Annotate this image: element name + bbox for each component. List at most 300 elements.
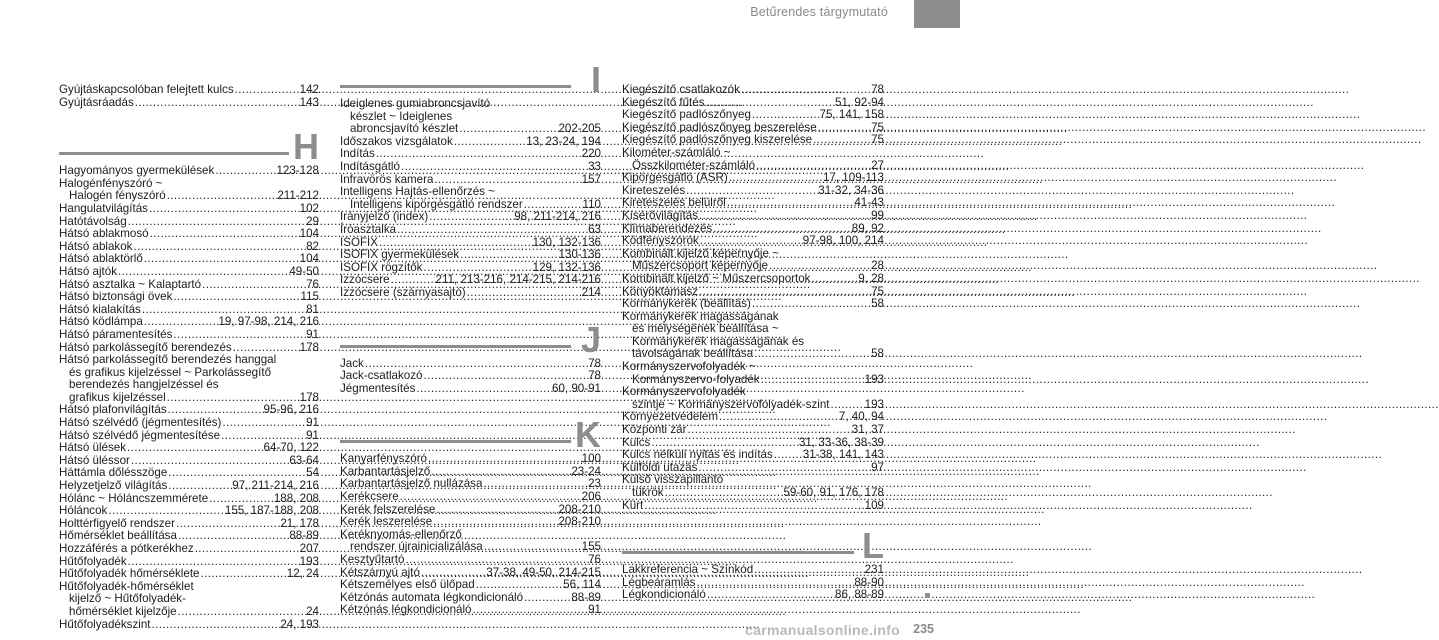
index-entry-label: szintje ~ Kormányszervofolyadék-szint — [632, 397, 830, 411]
section-letter: I — [590, 59, 601, 100]
index-entry-label: ISOFIX — [340, 235, 379, 249]
dot-leader — [707, 589, 834, 602]
section-rule — [340, 345, 571, 348]
dot-leader — [459, 123, 557, 136]
index-entry-continuation: Halogénfényszóró ~ — [59, 176, 163, 190]
index-entry — [622, 589, 884, 602]
index-entry — [59, 329, 319, 342]
index-entry — [622, 500, 884, 513]
index-entry-pages: 89, 92 — [851, 221, 884, 235]
index-entry-label: rendszer újrainicializálása — [350, 540, 483, 554]
dot-leader — [754, 348, 870, 361]
index-entry-pages: 75 — [871, 120, 884, 134]
index-entry — [340, 370, 601, 383]
dot-leader — [222, 417, 305, 430]
index-entry-pages: 12, 24 — [286, 567, 319, 581]
index-entry-pages: 208-210 — [558, 502, 601, 516]
index-entry-pages: 115 — [300, 290, 319, 304]
index-entry-label: Hátsó ablakok — [59, 239, 133, 253]
dot-leader — [476, 579, 562, 592]
index-entry-pages: 23-24 — [571, 464, 601, 478]
dot-leader — [467, 287, 581, 300]
index-entry-pages: 21, 178 — [280, 516, 319, 530]
footer-square-marker — [925, 593, 930, 598]
index-entry-pages: 81 — [306, 302, 319, 316]
dot-leader — [405, 554, 587, 567]
index-entry — [622, 424, 884, 437]
index-entry — [340, 249, 601, 262]
index-entry-label: Gyújtásráadás — [59, 95, 134, 109]
index-entry-label: Izzócsere — [340, 273, 390, 287]
section-letter: K — [575, 414, 601, 456]
index-entry-label: Hátsó páramentesítés — [59, 327, 173, 341]
index-entry-label: Környezetvédelem — [622, 410, 719, 424]
index-entry-pages: 13, 23-24, 194 — [526, 134, 601, 148]
index-entry-pages: 100 — [581, 452, 601, 466]
section-rule — [622, 551, 854, 554]
index-entry-pages: 58 — [871, 297, 884, 311]
page-header — [0, 0, 960, 58]
index-entry-pages: 98, 211-214, 216 — [514, 210, 601, 224]
index-entry — [340, 161, 601, 174]
header-title: Betűrendes tárgymutató — [750, 5, 888, 19]
index-entry-continuation: Keréknyomás-ellenőrző — [340, 527, 462, 541]
index-entry-label: hőmérséklet kijelzője — [69, 604, 177, 618]
index-entry-pages: 63 — [588, 222, 601, 236]
index-entry — [59, 505, 319, 518]
index-entry-pages: 23 — [588, 477, 601, 491]
index-entry-pages: 54 — [306, 466, 319, 480]
index-entry-pages: 143 — [299, 95, 319, 109]
index-entry-continuation: Hűtőfolyadék-hőmérséklet — [59, 579, 194, 593]
index-entry-pages: 78 — [588, 356, 601, 370]
index-entry-pages: 82 — [306, 239, 319, 253]
index-entry — [622, 84, 884, 97]
index-entry-continuation: Kormányszervofolyadék ~ — [622, 360, 756, 374]
dot-leader — [135, 97, 299, 110]
index-entry-label: Kerék leszerelése — [340, 515, 433, 529]
section-letter: J — [580, 318, 601, 360]
index-entry-pages: 9, 28 — [858, 271, 884, 285]
index-entry-pages: 155, 187-188, 208 — [224, 504, 319, 518]
index-entry-pages: 97 — [871, 460, 884, 474]
index-entry-pages: 202-205 — [558, 122, 601, 136]
section-rule — [59, 152, 289, 155]
index-entry-pages: 24 — [306, 604, 319, 618]
index-entry-label: Hűtőfolyadék — [59, 554, 127, 568]
index-entry-pages: 99 — [871, 208, 884, 222]
index-entry — [59, 568, 319, 581]
index-entry-pages: 91 — [306, 428, 319, 442]
index-entry-label: Kiegészítő padlószőnyeg kiszerelése — [622, 133, 813, 147]
index-entry-pages: 41-43 — [854, 196, 884, 210]
section-letter-heading — [340, 318, 601, 360]
index-entry-label: Hátsó ablakmosó — [59, 227, 149, 241]
index-entry-label: Hűtőfolyadékszint — [59, 617, 151, 631]
index-entry-pages: 102 — [299, 201, 319, 215]
index-entry — [59, 543, 319, 556]
index-entry-label: Jégmentesítés — [340, 381, 416, 395]
index-entry-pages: 193 — [864, 372, 884, 386]
dot-leader — [752, 298, 870, 311]
index-entry-pages: 75, 141, 158 — [819, 108, 884, 122]
index-entry-pages: 142 — [299, 83, 319, 96]
index-entry-label: Hátsó kialakítás — [59, 302, 141, 316]
index-entry — [59, 266, 319, 279]
dot-leader — [400, 491, 581, 504]
dot-leader — [127, 442, 263, 455]
index-entry — [59, 97, 319, 110]
index-entry-continuation: Kormányszervofolyadék — [622, 385, 746, 399]
index-entry-pages: 78 — [588, 369, 601, 383]
index-entry-pages: 211, 213-216, 214-215, 214-216 — [435, 273, 601, 287]
dot-leader — [754, 564, 864, 577]
index-entry-label: Hátsó üléssor — [59, 453, 130, 467]
index-entry-label: tükrök — [632, 486, 664, 499]
index-entry-label: Íróasztalka — [340, 222, 397, 236]
index-entry-label: Karbantartásjelző nullázása — [340, 477, 483, 491]
index-entry-label: Kétzónás légkondicionáló — [340, 603, 472, 617]
dot-leader — [235, 84, 299, 97]
index-entry-label: Hűtőfolyadék hőmérséklete — [59, 567, 200, 581]
index-entry-label: Hatótávolság — [59, 214, 127, 228]
index-entry-pages: 104 — [299, 252, 319, 266]
index-entry-pages: 51, 92-94 — [835, 95, 884, 109]
index-entry-pages: 211-212 — [277, 189, 319, 203]
index-entry — [59, 228, 319, 241]
index-entry-label: Központi zár — [622, 423, 687, 437]
index-entry-pages: 123-128 — [276, 164, 319, 178]
index-entry-label: Hőmérséklet beállítása — [59, 529, 177, 543]
index-entry-pages: 206 — [581, 490, 601, 504]
index-entry-label: Háttámla dőlésszöge — [59, 466, 168, 480]
dot-leader — [473, 604, 588, 617]
dot-leader — [397, 224, 587, 237]
index-entry-label: Légbeáramlás — [622, 575, 696, 589]
dot-leader — [460, 249, 557, 262]
index-entry-pages: 76 — [306, 277, 319, 291]
index-entry-label: távolságának beállítása — [632, 347, 754, 361]
dot-leader — [644, 500, 863, 513]
index-entry-continuation: és mélységének beállítása ~ — [632, 322, 779, 336]
dot-leader — [741, 84, 870, 97]
dot-leader — [215, 165, 275, 178]
index-entry-label: Indításgátló — [340, 159, 400, 173]
index-entry — [622, 109, 884, 122]
dot-leader — [699, 210, 870, 223]
index-entry — [340, 579, 601, 592]
index-entry-pages: 188, 208 — [273, 491, 319, 505]
index-entry — [59, 442, 319, 455]
dot-leader — [118, 266, 288, 279]
dot-leader — [178, 606, 305, 619]
index-entry-label: Kísérővilágítás — [622, 208, 699, 222]
dot-leader — [433, 516, 557, 529]
dot-leader — [700, 235, 802, 248]
index-entry-label: Kormánykerék (beállítás) — [622, 297, 751, 311]
index-entry-label: Helyzetjelző világítás — [59, 479, 168, 493]
index-entry — [622, 235, 884, 248]
dot-leader — [774, 449, 802, 462]
dot-leader — [168, 480, 231, 493]
index-entry — [622, 564, 884, 577]
index-entry-pages: 64-70, 122 — [263, 441, 319, 455]
index-entry-label: Hozzáférés a pótkerékhez — [59, 542, 194, 555]
dot-leader — [813, 134, 870, 147]
index-entry-label: Indítás — [340, 147, 375, 161]
index-entry-label: Időszakos vizsgálatok — [340, 134, 453, 148]
index-entry-pages: 63-64 — [289, 453, 319, 467]
index-entry-label: Műszercsoport képernyője — [632, 259, 768, 273]
index-entry-label: Kormányszervo-folyadék — [632, 372, 760, 386]
dot-leader — [752, 109, 819, 122]
index-entry-label: Hátsó plafonvilágítás — [59, 403, 167, 417]
section-gap — [59, 109, 319, 125]
index-entry-label: Kürt — [622, 498, 644, 512]
index-entry-pages: 60, 90-91 — [552, 381, 601, 395]
dot-leader — [201, 568, 286, 581]
index-entry — [59, 84, 319, 97]
index-entry-continuation: Kormánykerék magasságának — [622, 309, 779, 323]
index-entry — [340, 453, 601, 466]
index-entry-continuation: kijelző ~ Hűtőfolyadék- — [69, 592, 186, 606]
index-entry-label: Kétszemélyes első ülőpad — [340, 578, 475, 592]
index-entry-label: Intelligens kipörgésgátló rendszer — [350, 197, 523, 211]
index-entry-label: Kétszárnyú ajtó — [340, 565, 420, 579]
index-entry-continuation: és grafikus kijelzéssel ~ Parkolássegítő — [69, 365, 272, 379]
section-letter-heading — [622, 524, 884, 567]
dot-leader — [152, 619, 280, 632]
index-entry-continuation: Intelligens Hajtás-ellenőrzés ~ — [340, 185, 495, 199]
index-entry-pages: 88-89 — [289, 529, 319, 543]
index-entry-label: Kulcs — [622, 435, 651, 449]
index-entry — [340, 383, 601, 396]
index-entry — [622, 298, 884, 311]
dot-leader — [108, 505, 224, 518]
index-entry-pages: 207 — [299, 542, 319, 555]
index-entry-pages: 95-96, 216 — [263, 403, 319, 417]
index-entry-label: Lakkreferencia ~ Színkód — [622, 563, 754, 577]
index-entry-pages: 27 — [871, 158, 884, 172]
index-entry-pages: 208-210 — [558, 515, 601, 529]
index-entry-label: Klímaberendezés — [622, 221, 713, 235]
index-entry-pages: 31-32, 34-36 — [818, 183, 884, 197]
index-entry-pages: 91 — [306, 416, 319, 430]
index-entry-pages: 193 — [864, 397, 884, 411]
index-entry-label: Jack — [340, 356, 364, 370]
dot-leader — [428, 453, 581, 466]
index-entry-pages: 220 — [581, 147, 601, 161]
index-entry-label: Kombinált kijelző ~ Műszercsoportok — [622, 271, 811, 285]
index-entry-label: Kipörgésgátló (ASR) — [622, 171, 728, 185]
index-entry — [622, 273, 884, 286]
index-entry-label: Kanyarfényszóró — [340, 452, 427, 466]
index-entry-label: Jack-csatlakozó — [340, 369, 423, 383]
index-entry-label: Hátsó parkolássegítő berendezés — [59, 340, 232, 354]
index-entry-pages: 58 — [871, 347, 884, 361]
section-letter-heading — [340, 413, 601, 456]
index-entry-label: Kiegészítő fűtés — [622, 95, 705, 109]
index-entry-pages: 91 — [588, 603, 601, 617]
index-entry — [59, 480, 319, 493]
index-entry-pages: 31, 33-36, 38-39 — [798, 435, 884, 449]
index-entry-label: Kerékcsere — [340, 490, 399, 504]
page-number: 235 — [913, 622, 934, 636]
index-entry-pages: 178 — [299, 340, 319, 354]
index-entry-pages: 33 — [588, 159, 601, 173]
index-entry-label: Összkilométer-számláló — [632, 158, 756, 172]
index-entry — [59, 619, 319, 632]
dot-leader — [195, 543, 299, 556]
index-entry-label: Kerék felszerelése — [340, 502, 436, 516]
dot-leader — [149, 203, 299, 216]
index-entry-label: Hagyományos gyermekülések — [59, 164, 215, 178]
index-entry-label: Hátsó ködlámpa — [59, 315, 143, 329]
index-entry-pages: 130-136 — [558, 248, 601, 262]
section-letter-heading — [340, 58, 601, 100]
index-entry-pages: 19, 97-98, 214, 216 — [218, 315, 319, 329]
index-entry-label: Infravörös kamera — [340, 172, 434, 186]
dot-leader — [173, 291, 299, 304]
index-entry-label: Kireteszelés — [622, 183, 686, 197]
index-entry-pages: 29 — [306, 214, 319, 228]
index-entry-pages: 193 — [299, 554, 319, 568]
index-entry-pages: 7, 40, 94 — [838, 410, 884, 424]
index-entry-pages: 91 — [306, 327, 319, 341]
index-entry-pages: 75 — [871, 284, 884, 298]
index-entry-pages: 109 — [864, 498, 884, 512]
index-entry-label: Karbantartásjelző — [340, 464, 431, 478]
index-entry-pages: 86, 88-89 — [835, 588, 884, 602]
index-entry-continuation: Hátsó parkolássegítő berendezés hanggal — [59, 353, 277, 367]
index-entry-pages: 37-38, 49-50, 214-215 — [486, 565, 601, 579]
index-entry-pages: 178 — [299, 390, 319, 404]
index-entry — [59, 291, 319, 304]
index-entry — [622, 487, 884, 500]
index-entry-label: Hátsó asztalka ~ Kalaptartó — [59, 277, 202, 291]
dot-leader — [173, 329, 305, 342]
index-entry-pages: 157 — [581, 172, 601, 186]
index-entry-label: Hátsó biztonsági övek — [59, 290, 173, 304]
index-entry-label: Hátsó szélvédő jégmentesítése — [59, 428, 221, 442]
index-entry-label: abroncsjavító készlet — [350, 122, 459, 136]
index-entry — [340, 516, 601, 529]
index-entry-label: Hátsó ajtók — [59, 264, 117, 278]
index-entry — [340, 224, 601, 237]
index-entry-continuation: Ideiglenes gumiabroncsjavító — [340, 97, 491, 110]
index-entry — [622, 172, 884, 185]
watermark-text: carmanualsonline.info — [745, 622, 900, 638]
section-letter: L — [862, 525, 884, 567]
index-entry — [59, 417, 319, 430]
dot-leader — [416, 383, 551, 396]
index-entry — [340, 604, 601, 617]
index-entry-label: Hóláncok — [59, 504, 108, 518]
index-entry-pages: 88-89 — [571, 590, 601, 604]
index-entry-pages: 75 — [871, 133, 884, 147]
header-tab-marker — [914, 0, 960, 28]
section-gap — [340, 395, 601, 413]
index-entry-pages: 49-50 — [289, 264, 319, 278]
index-entry-pages: 129, 132-136 — [532, 260, 601, 274]
index-entry-label: Irányjelző (index) — [340, 210, 429, 224]
index-entry-label: Kiegészítő csatlakozók — [622, 83, 740, 96]
index-entry-label: Ködfényszórók — [622, 234, 699, 248]
dot-leader — [423, 370, 587, 383]
index-entry — [59, 203, 319, 216]
index-entry-label: Halogén fényszóró — [69, 189, 166, 203]
index-column-2 — [340, 58, 601, 617]
index-entry-label: Hólánc ~ Hóláncszemmérete — [59, 491, 209, 505]
index-entry-label: grafikus kijelzéssel — [69, 390, 166, 404]
index-entry-pages: 17, 109-113 — [822, 171, 884, 185]
index-entry-label: Kiegészítő padlószőnyeg beszerelése — [622, 120, 817, 134]
index-entry-label: ISOFIX rögzítők — [340, 260, 423, 274]
index-entry-pages: 97, 211-214, 216 — [232, 479, 319, 493]
section-gap — [622, 512, 884, 524]
index-entry-label: Kétzónás automata légkondicionáló — [340, 590, 524, 604]
index-entry — [59, 165, 319, 178]
index-entry — [340, 491, 601, 504]
dot-leader — [811, 273, 857, 286]
index-entry-label: Légkondicionáló — [622, 588, 706, 602]
index-entry-pages: 155 — [581, 540, 601, 554]
index-entry — [59, 606, 319, 619]
index-entry-pages: 28 — [871, 259, 884, 273]
dot-leader — [665, 487, 783, 500]
index-entry-label: Kiegészítő padlószőnyeg — [622, 108, 751, 122]
index-entry-pages: 78 — [871, 83, 884, 96]
index-entry-label: Izzócsere (szárnyasajtó) — [340, 285, 466, 299]
section-rule — [340, 440, 571, 443]
index-entry-continuation: Kilométer-számláló ~ — [622, 145, 731, 159]
index-entry-pages: 31, 37 — [851, 423, 884, 437]
dot-leader — [729, 172, 822, 185]
index-column-1 — [59, 84, 319, 631]
index-entry-label: Könyöktámasz — [622, 284, 699, 298]
index-entry-pages: 76 — [588, 553, 601, 567]
index-entry-pages: 97-98, 100, 214 — [802, 234, 884, 248]
section-letter-heading — [59, 125, 319, 168]
section-gap — [340, 300, 601, 318]
dot-leader — [761, 374, 864, 387]
index-entry-label: Gyújtáskapcsolóban felejtett kulcs — [59, 83, 234, 96]
dot-leader — [401, 161, 587, 174]
index-entry-pages: 130, 132-136 — [532, 235, 601, 249]
index-entry-label: ISOFIX gyermekülések — [340, 248, 460, 262]
index-entry-pages: 104 — [299, 227, 319, 241]
index-entry-pages: 88-90 — [854, 575, 884, 589]
index-entry-label: Hátsó ablaktörlő — [59, 252, 143, 266]
index-entry — [340, 554, 601, 567]
index-entry — [622, 210, 884, 223]
dot-leader — [150, 228, 299, 241]
index-entry-pages: 31-38, 141, 143 — [802, 448, 884, 462]
index-entry-pages: 59-60, 91, 176, 178 — [783, 486, 884, 499]
section-letter: H — [293, 126, 319, 168]
index-entry — [340, 287, 601, 300]
index-entry-label: Hátsó ülések — [59, 441, 127, 455]
index-entry-continuation: készlet ~ Ideiglenes — [350, 109, 453, 123]
index-entry-label: Hangulatvilágítás — [59, 201, 148, 215]
section-rule — [340, 85, 571, 88]
index-entry-label: Kireteszelés belülről — [622, 196, 726, 210]
index-entry-pages: 110 — [582, 197, 601, 211]
index-entry — [340, 123, 601, 136]
index-entry-label: Külföldi utazás — [622, 460, 698, 474]
index-entry-label: Kulcs nélküli nyitás és indítás — [622, 448, 773, 462]
dot-leader — [698, 462, 870, 475]
